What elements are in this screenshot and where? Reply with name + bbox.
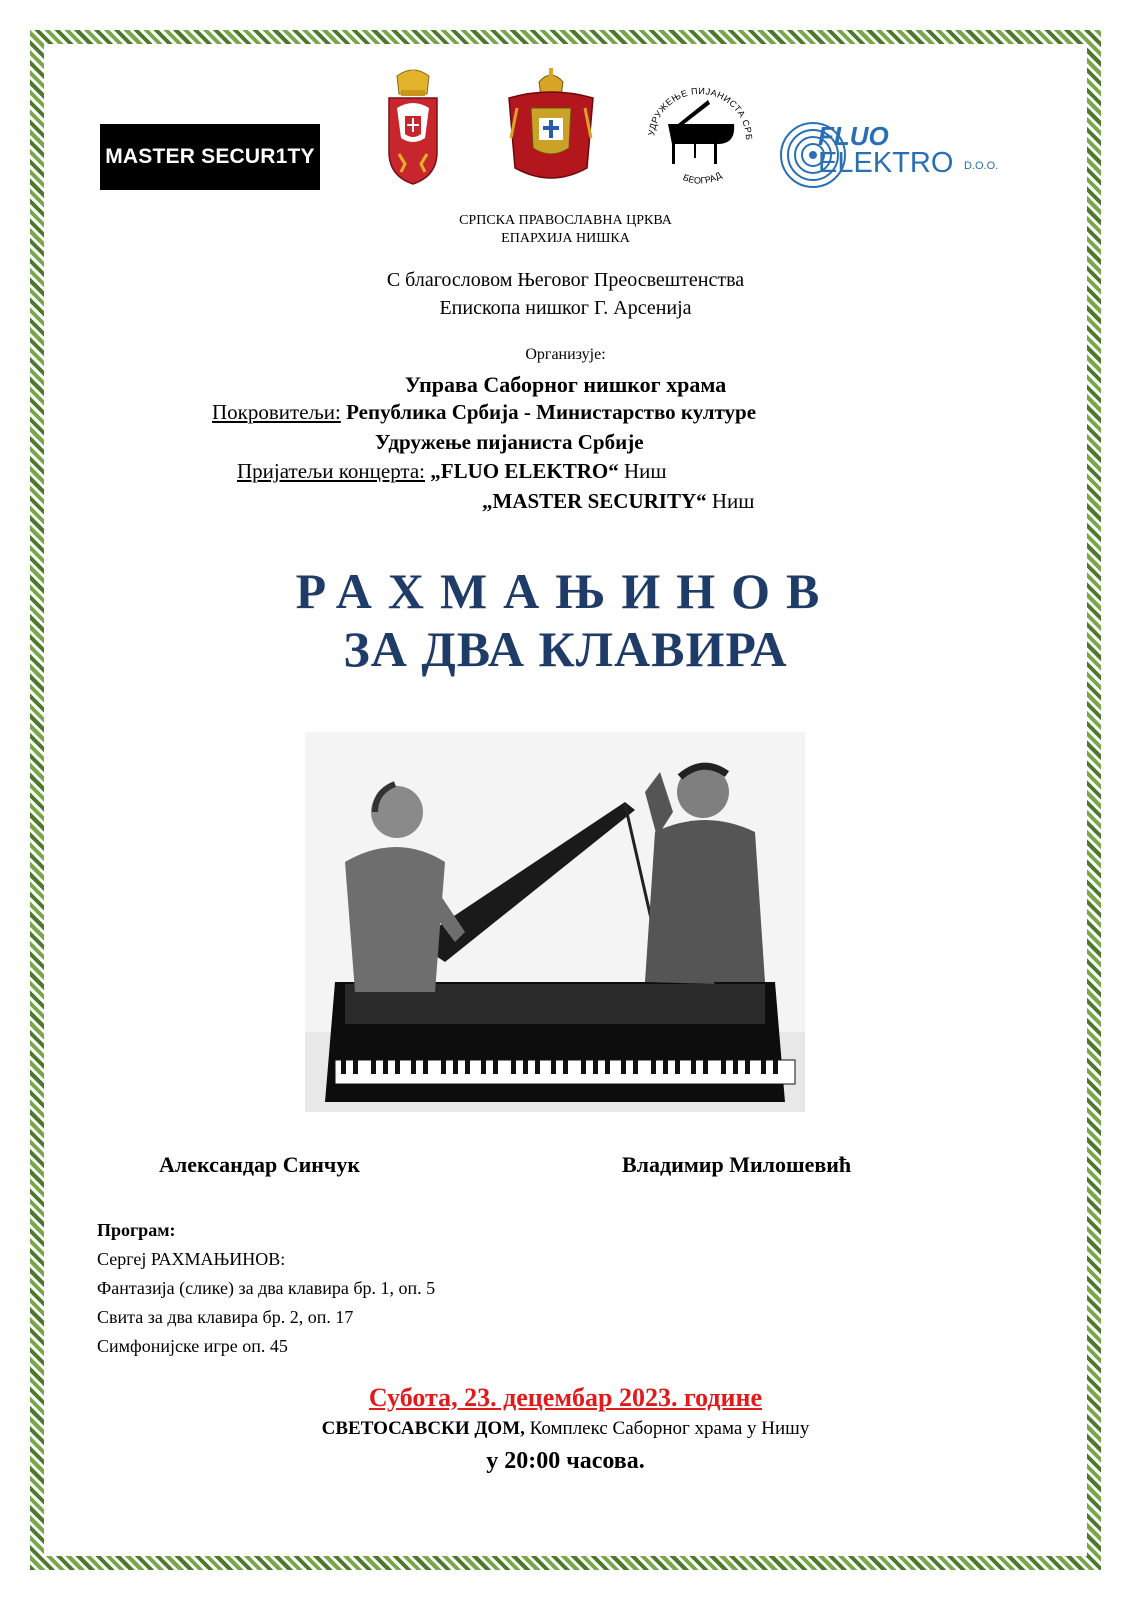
pianists-photo — [305, 732, 805, 1112]
patrons-label: Покровитељи: — [212, 400, 341, 424]
serbia-coat-of-arms-icon — [383, 68, 443, 186]
organizer-name: Управа Саборног нишког храма — [404, 372, 727, 397]
friends-line — [237, 456, 667, 486]
church-header-line1: СРПСКА ПРАВОСЛАВНА ЦРКВА — [459, 213, 672, 228]
venue-detail: Комплекс Саборног храма у Нишу — [529, 1418, 810, 1439]
performer-right: Владимир Милошевић — [622, 1152, 852, 1177]
friend2-city: Ниш — [711, 489, 755, 513]
program — [97, 1216, 435, 1361]
diocese-coat-of-arms-icon — [503, 68, 599, 186]
venue-name: СВЕТОСАВСКИ ДОМ, — [321, 1418, 525, 1439]
church-header — [0, 212, 1131, 248]
master-security-logo-text: MASTER SECUR1TY — [105, 145, 315, 168]
friend1-city: Ниш — [623, 459, 667, 483]
event-date: Субота, 23. децембар 2023. године — [368, 1383, 763, 1412]
concert-title-line1: РАХМАЊИНОВ — [295, 563, 836, 619]
program-heading: Програм: — [97, 1220, 176, 1240]
church-header-line2: ЕПАРХИЈА НИШКА — [501, 231, 630, 246]
svg-text:БЕОГРАД — [682, 170, 724, 186]
pianists-association-city-text: БЕОГРАД — [681, 169, 724, 186]
event-venue — [0, 1418, 1131, 1440]
blessing-line2: Епископа нишког Г. Арсенија — [439, 297, 692, 319]
program-item: Симфонијске игре оп. 45 — [97, 1336, 288, 1356]
fluo-line2: ELEKTRO — [818, 147, 954, 179]
blessing-line1: С благословом Његовог Преосвештенства — [386, 269, 745, 291]
fluo-suffix: D.O.O. — [964, 160, 999, 172]
pianists-association-logo — [638, 70, 762, 194]
patrons-line1: Република Србија - Министарство културе — [346, 400, 757, 424]
pianists-association-arc-text: УДРУЖЕЊЕ ПИЈАНИСТА СРБ — [646, 85, 755, 141]
friend2-line — [482, 486, 754, 516]
performer-left: Александар Синчук — [159, 1152, 361, 1177]
fluo-elektro-logo — [778, 120, 1018, 192]
fluo-line1: FLUO — [818, 121, 889, 151]
program-item: Свита за два клавира бр. 2, оп. 17 — [97, 1307, 354, 1327]
program-item: Фантазија (слике) за два клавира бр. 1, оп. 5 — [97, 1278, 436, 1298]
master-security-logo — [100, 124, 320, 190]
event-time: у 20:00 часова. — [486, 1448, 645, 1474]
patrons-line — [212, 397, 756, 427]
patrons-line2: Удружење пијаниста Србије — [375, 430, 644, 454]
friend1-name: „FLUO ELEKTRO“ — [430, 459, 619, 483]
friends-label: Пријатељи концерта: — [237, 459, 426, 483]
blessing — [0, 266, 1131, 322]
organizer-label: Организује: — [525, 346, 606, 363]
program-item: Сергеј РАХМАЊИНОВ: — [97, 1249, 286, 1269]
concert-title-line2: ЗА ДВА КЛАВИРА — [343, 621, 788, 677]
friend2-name: „MASTER SECURITY“ — [482, 489, 707, 513]
